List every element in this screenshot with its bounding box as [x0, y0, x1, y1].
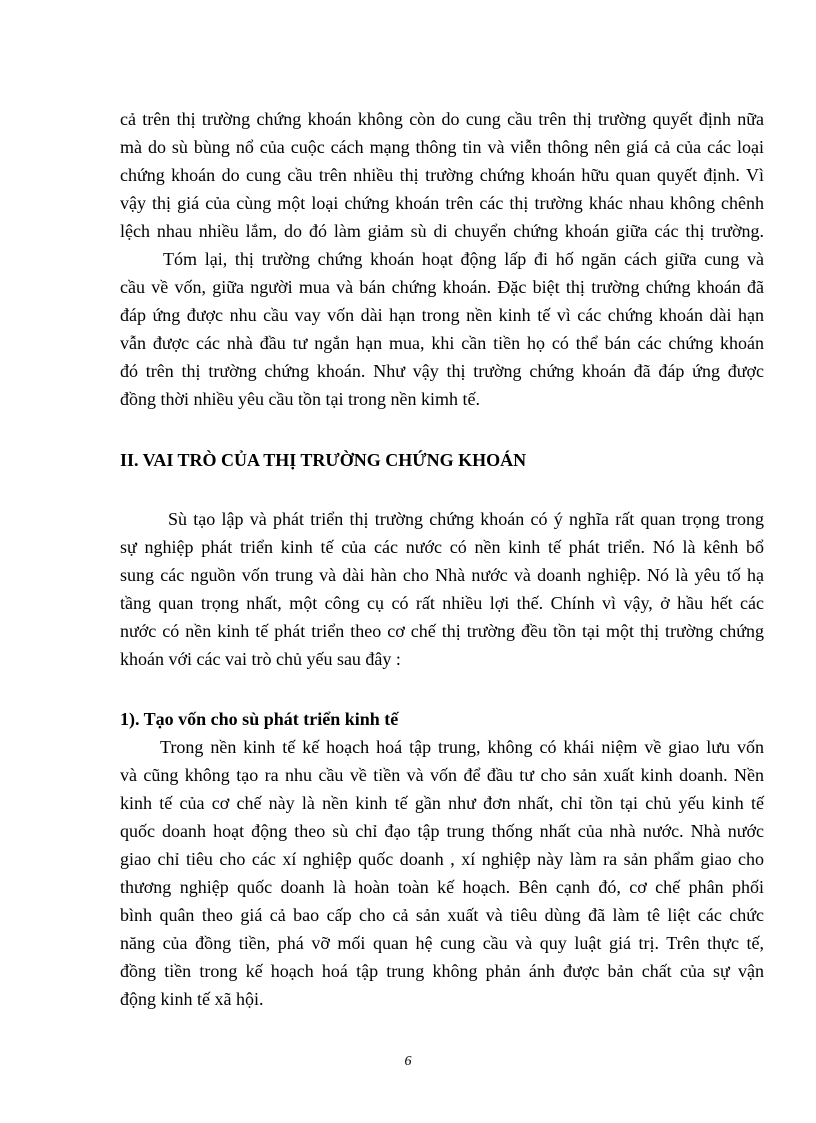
text-line: tầng quan trọng nhất, một công cụ có rất nhiều lợi thế. Chính vì vậy, ở hầu hết các: [120, 593, 764, 613]
text-line: động kinh tế xã hội.: [120, 989, 264, 1009]
text-line: mà do sù bùng nổ của cuộc cách mạng thông tin và viễn thông nên giá cả của các loại: [120, 137, 764, 157]
text-line: cả trên thị trường chứng khoán không còn do cung cầu trên thị trường quyết định nữa: [120, 109, 764, 129]
page-number: 6: [404, 1054, 412, 1069]
text-line: Trong nền kinh tế kế hoạch hoá tập trung, không có khái niệm về giao lưu vốn: [160, 737, 764, 757]
text-line: sự nghiệp phát triển kinh tế của các nước có nền kinh tế phát triển. Nó là kênh bổ: [120, 537, 764, 557]
text-line: năng của đồng tiền, phá vỡ mối quan hệ cung cầu và quy luật giá trị. Trên thực tế,: [120, 933, 764, 953]
section-heading: II. VAI TRÒ CỦA THỊ TRƯỜNG CHỨNG KHOÁN: [120, 450, 527, 470]
text-line: đồng tiền trong kế hoạch hoá tập trung không phản ánh được bản chất của sự vận: [120, 961, 764, 981]
text-line: đáp ứng được nhu cầu vay vốn dài hạn trong nền kinh tế vì các chứng khoán dài hạn: [120, 305, 764, 325]
text-line: nước có nền kinh tế phát triển theo cơ chế thị trường đều tồn tại một thị trường chứng: [120, 621, 764, 641]
text-line: Sù tạo lập và phát triển thị trường chứng khoán có ý nghĩa rất quan trọng trong: [168, 509, 764, 529]
text-line: bình quân theo giá cả bao cấp cho cả sản xuất và tiêu dùng đã làm tê liệt các chức: [120, 905, 764, 925]
text-line: vẫn được các nhà đầu tư ngắn hạn mua, khi cần tiền họ có thể bán các chứng khoán: [120, 333, 764, 353]
text-line: vậy thị giá của cùng một loại chứng khoán trên các thị trường khác nhau không chênh: [120, 193, 764, 213]
text-line: chứng khoán do cung cầu trên nhiều thị trường chứng khoán hữu quan quyết định. Vì: [120, 165, 764, 185]
text-line: và cũng không tạo ra nhu cầu về tiền và vốn để đầu tư cho sản xuất kinh doanh. Nền: [120, 765, 764, 785]
text-line: giao chỉ tiêu cho các xí nghiệp quốc doanh , xí nghiệp này làm ra sản phẩm giao cho: [120, 849, 764, 869]
text-line: sung các nguồn vốn trung và dài hàn cho Nhà nước và doanh nghiệp. Nó là yêu tố hạ: [120, 565, 764, 585]
text-line: kinh tế của cơ chế này là nền kinh tế gần như đơn nhất, chỉ tồn tại chủ yếu kinh tế: [120, 793, 764, 813]
text-line: lệch nhau nhiều lắm, do đó làm giảm sù di chuyển chứng khoán giữa các thị trường.: [120, 221, 764, 241]
text-line: Tóm lại, thị trường chứng khoán hoạt động lấp đi hố ngăn cách giữa cung và: [163, 249, 764, 269]
text-line: đồng thời nhiều yêu cầu tồn tại trong nền kimh tế.: [120, 389, 480, 409]
text-line: cầu về vốn, giữa người mua và bán chứng khoán. Đặc biệt thị trường chứng khoán đã: [120, 277, 764, 297]
text-line: đó trên thị trường chứng khoán. Như vậy thị trường chứng khoán đã đáp ứng được: [120, 361, 764, 381]
text-line: thương nghiệp quốc doanh là hoàn toàn kế hoạch. Bên cạnh đó, cơ chế phân phối: [120, 877, 764, 897]
text-line: khoán với các vai trò chủ yếu sau đây :: [120, 649, 401, 669]
subsection-heading: 1). Tạo vốn cho sù phát triển kinh tế: [120, 709, 399, 729]
text-line: quốc doanh hoạt động theo sù chỉ đạo tập trung thống nhất của nhà nước. Nhà nước: [120, 821, 764, 841]
